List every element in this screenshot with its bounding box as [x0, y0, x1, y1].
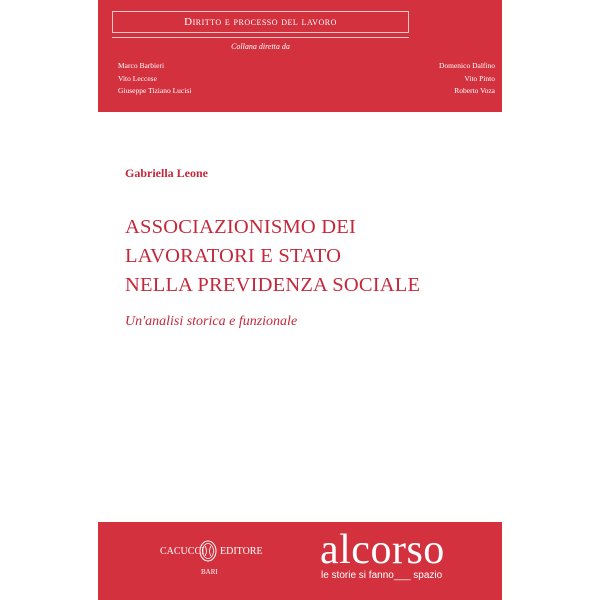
- publisher-name-right: EDITORE: [220, 546, 263, 557]
- author-name: Gabriella Leone: [125, 166, 208, 180]
- title-line: NELLA PREVIDENZA SOCIALE: [125, 274, 421, 296]
- series-divider: [112, 37, 409, 38]
- editors-right: [360, 60, 495, 98]
- editor-name: Giuseppe Tiziano Lucisi: [118, 86, 192, 95]
- series-directed-by: Collana diretta da: [231, 42, 290, 51]
- series-title: Diritto e processo del lavoro: [112, 11, 409, 33]
- publisher-name-left: CACUCCI: [160, 546, 205, 557]
- book-title: [125, 213, 420, 300]
- editors-left: [118, 60, 191, 98]
- title-line: ASSOCIAZIONISMO DEI: [125, 216, 357, 238]
- store-watermark: [320, 527, 495, 582]
- editor-name: Marco Barbieri: [118, 61, 165, 70]
- publisher-logo: [160, 540, 265, 576]
- publisher-seal-icon: [199, 540, 217, 562]
- watermark-tagline: le storie si fanno___ spazio: [321, 570, 443, 581]
- editor-name: Vito Pinto: [464, 73, 495, 83]
- book-subtitle: Un'analisi storica e funzionale: [125, 314, 298, 329]
- title-line: LAVORATORI E STATO: [125, 245, 342, 267]
- editor-name: Vito Leccese: [118, 73, 157, 83]
- watermark-brand: alcorso: [320, 527, 445, 573]
- publisher-city: BARI: [201, 568, 218, 576]
- editor-name: Domenico Dalfino: [438, 61, 495, 70]
- editor-name: Roberto Voza: [454, 86, 495, 95]
